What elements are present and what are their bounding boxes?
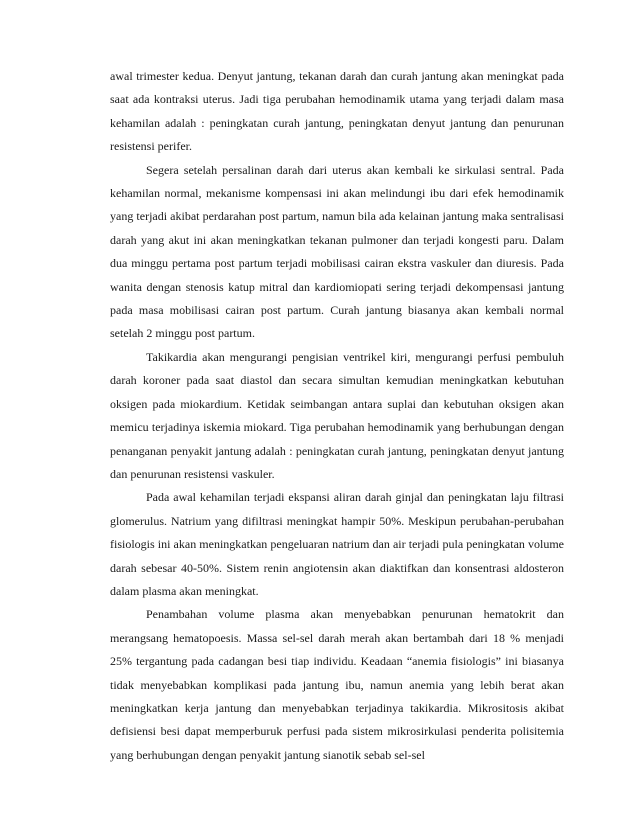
page-body [110, 65, 564, 767]
paragraph-4: Pada awal kehamilan terjadi ekspansi aliran darah ginjal dan peningkatan laju filtrasi glomerulus. Natrium yang difiltrasi meningkat hampir 50%. Meskipun perubahan-perubahan fisiologis ini akan meningkatkan pengeluaran natrium dan air terjadi pula peningkatan volume darah sebesar 40-50%. Sistem renin angiotensin akan diaktifkan dan konsentrasi aldosteron dalam plasma akan meningkat. [110, 490, 564, 598]
paragraph-5: Penambahan volume plasma akan menyebabkan penurunan hematokrit dan merangsang hematopoesis. Massa sel-sel darah merah akan bertambah dari 18 % menjadi 25% tergantung pada cadangan besi tiap individu. Keadaan “anemia fisiologis” ini biasanya tidak menyebabkan komplikasi pada jantung ibu, namun anemia yang lebih berat akan meningkatkan kerja jantung dan menyebabkan terjadinya takikardia. Mikrositosis akibat defisiensi besi dapat memperburuk perfusi pada sistem mikrosirkulasi penderita polisitemia yang berhubungan dengan penyakit jantung sianotik sebab sel-sel [110, 607, 564, 762]
paragraph-1: awal trimester kedua. Denyut jantung, tekanan darah dan curah jantung akan meningkat pada saat ada kontraksi uterus. Jadi tiga perubahan hemodinamik utama yang terjadi dalam masa kehamilan adalah : peningkatan curah jantung, peningkatan denyut jantung dan penurunan resistensi perifer. [110, 69, 564, 154]
paragraph-3: Takikardia akan mengurangi pengisian ventrikel kiri, mengurangi perfusi pembuluh darah koroner pada saat diastol dan secara simultan kemudian meningkatkan kebutuhan oksigen pada miokardium. Ketidak seimbangan antara suplai dan kebutuhan oksigen akan memicu terjadinya iskemia miokard. Tiga perubahan hemodinamik yang berhubungan dengan penanganan penyakit jantung adalah : peningkatan curah jantung, peningkatan denyut jantung dan penurunan resistensi vaskuler. [110, 349, 564, 481]
paragraph-2: Segera setelah persalinan darah dari uterus akan kembali ke sirkulasi sentral. Pada kehamilan normal, mekanisme kompensasi ini akan melindungi ibu dari efek hemodinamik yang terjadi akibat perdarahan post partum, namun bila ada kelainan jantung maka sentralisasi darah yang akut ini akan meningkatkan tekanan pulmoner dan terjadi kongesti paru. Dalam dua minggu pertama post partum terjadi mobilisasi cairan ekstra vaskuler dan diuresis. Pada wanita dengan stenosis katup mitral dan kardiomiopati sering terjadi dekompensasi jantung pada masa mobilisasi cairan post partum. Curah jantung biasanya akan kembali normal setelah 2 minggu post partum. [110, 162, 564, 341]
